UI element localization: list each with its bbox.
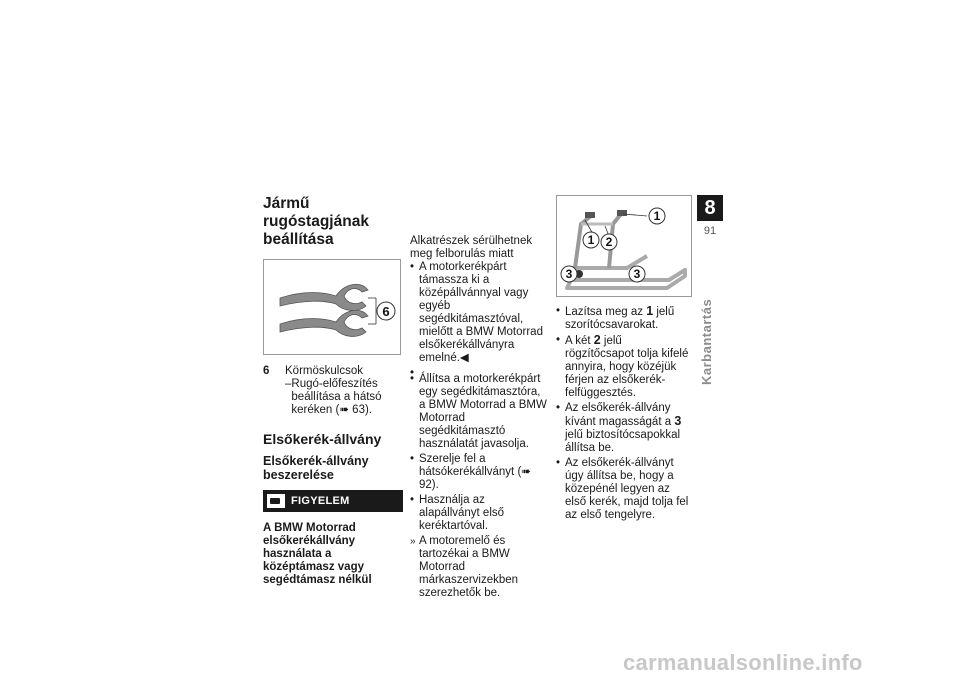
list-item: • A motorkerékpárt támassza ki a középállvánnyal vagy egyéb segédkitámasztóval, mielőtt a BMW Motorrad elsőkerékállványra emelné.◀ bbox=[410, 261, 548, 365]
chapter-number: 8 bbox=[697, 195, 723, 221]
step-text: jelű biztosítócsapokkal állítsa be. bbox=[565, 429, 681, 454]
step-ref: 3 bbox=[674, 414, 682, 428]
step-text: jelű szorítócsavarokat. bbox=[565, 306, 675, 331]
step-text: Az elsőkerék-állvány kívánt magasságát a bbox=[565, 402, 675, 428]
list-item-result: » A motoremelő és tartozékai a BMW Motorrad márkaszervizekben szerezhetők be. bbox=[410, 535, 548, 600]
step-text: Az elsőkerék-állványt úgy állítsa be, hogy a közepénél legyen az első kerék, majd tolja fel az első tengelyre. bbox=[565, 457, 689, 521]
column-left bbox=[263, 195, 403, 587]
warning-icon bbox=[267, 494, 285, 508]
spacer bbox=[410, 367, 548, 371]
front-stand-illustration bbox=[557, 196, 691, 296]
legend-sub-text: Rugó-előfeszítés beállítása a hátsó keréken (➠ 63). bbox=[291, 378, 382, 416]
legend-number: 6 bbox=[263, 365, 270, 377]
legend-dash: – bbox=[285, 378, 292, 390]
figure-callout-3b: 3 bbox=[633, 267, 641, 281]
warning-banner bbox=[263, 490, 403, 512]
figure-callout-1a: 1 bbox=[653, 209, 661, 223]
warning-label: FIGYELEM bbox=[291, 494, 350, 507]
chapter-sidebar bbox=[697, 195, 723, 385]
hook-wrench-illustration bbox=[264, 260, 400, 354]
figure-front-stand bbox=[556, 195, 692, 297]
figure-hook-wrenches bbox=[263, 259, 401, 355]
column-middle bbox=[410, 235, 548, 602]
figure-callout-3a: 3 bbox=[565, 267, 573, 281]
instruction-list bbox=[410, 261, 548, 600]
legend-item bbox=[263, 365, 403, 378]
section-title-suspension: Jármű rugóstagjának beállítása bbox=[263, 195, 369, 248]
figure-callout-6: 6 bbox=[382, 304, 390, 319]
watermark: carmanualsonline.info bbox=[623, 650, 863, 675]
figure-callout-2: 2 bbox=[605, 235, 613, 249]
chapter-label: Karbantartás bbox=[699, 298, 714, 385]
warning-body: Alkatrészek sérülhetnek meg felborulás miatt bbox=[410, 235, 533, 260]
subsection-title-install: Elsőkerék-állvány beszerelése bbox=[263, 454, 369, 482]
step-list bbox=[556, 305, 692, 522]
warning-heading: A BMW Motorrad elsőkerékállvány használata a középtámasz vagy segédtámasz nélkül bbox=[263, 522, 372, 586]
figure-callout-1b: 1 bbox=[587, 233, 595, 247]
page-number: 91 bbox=[703, 225, 717, 237]
step-text: A két bbox=[565, 335, 594, 347]
step-item bbox=[556, 402, 692, 455]
step-item bbox=[556, 305, 692, 332]
step-text: jelű rögzítőcsapot tolja kifelé annyira, hogy közéjük férjen az elsőkerék-felfüggesztés. bbox=[565, 335, 689, 399]
step-ref: 1 bbox=[646, 304, 654, 318]
list-item: • Szerelje fel a hátsókerékállványt (➠ 92). bbox=[410, 453, 548, 492]
step-item bbox=[556, 457, 692, 522]
list-item: • Állítsa a motorkerékpárt egy segédkitámasztóra, a BMW Motorrad a BMW Motorrad segédkitámasztó használatát javasolja. bbox=[410, 373, 548, 451]
section-title-front-stand: Elsőkerék-állvány bbox=[263, 431, 382, 447]
step-text: Lazítsa meg az bbox=[565, 306, 647, 318]
step-item bbox=[556, 334, 692, 400]
list-item: • Használja az alapállványt első keréktartóval. bbox=[410, 494, 548, 533]
step-ref: 2 bbox=[593, 333, 601, 347]
column-right bbox=[556, 195, 692, 524]
legend-name: Körmöskulcsok bbox=[285, 365, 363, 377]
legend-subitem bbox=[263, 378, 403, 417]
